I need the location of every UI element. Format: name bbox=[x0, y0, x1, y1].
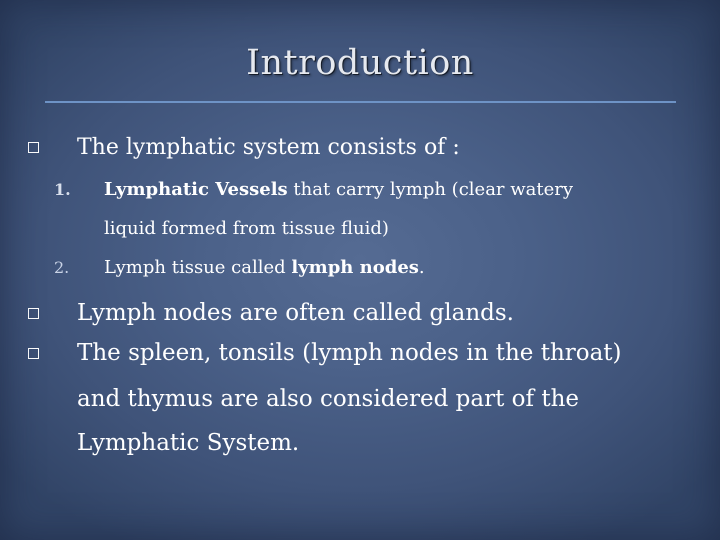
item-2-tail: . bbox=[418, 257, 425, 278]
item-1-line-1 bbox=[104, 178, 573, 202]
bullet-1-text: The lymphatic system consists of : bbox=[77, 135, 460, 160]
item-1-rest: that carry lymph (clear watery bbox=[287, 179, 574, 200]
item-2-line bbox=[104, 256, 425, 280]
bullet-3-line-2: and thymus are also considered part of the bbox=[77, 386, 580, 412]
checkbox-bullet-icon bbox=[28, 308, 39, 319]
item-2-bold: lymph nodes bbox=[291, 257, 419, 278]
title-divider bbox=[45, 101, 676, 103]
slide-title: Introduction bbox=[246, 43, 474, 83]
checkbox-bullet-icon bbox=[28, 142, 39, 153]
item-1-bold-lead: Lymphatic Vessels bbox=[104, 179, 288, 200]
bullet-3-line-1: The spleen, tonsils (lymph nodes in the throat) bbox=[77, 340, 622, 366]
bullet-3-line-3: Lymphatic System. bbox=[77, 430, 300, 456]
item-2-number: 2. bbox=[54, 258, 70, 277]
bullet-2-text: Lymph nodes are often called glands. bbox=[77, 300, 514, 326]
item-2-lead: Lymph tissue called bbox=[104, 257, 292, 278]
item-1-line-2: liquid formed from tissue fluid) bbox=[104, 218, 389, 239]
item-1-number: 1. bbox=[54, 180, 71, 199]
checkbox-bullet-icon bbox=[28, 348, 39, 359]
